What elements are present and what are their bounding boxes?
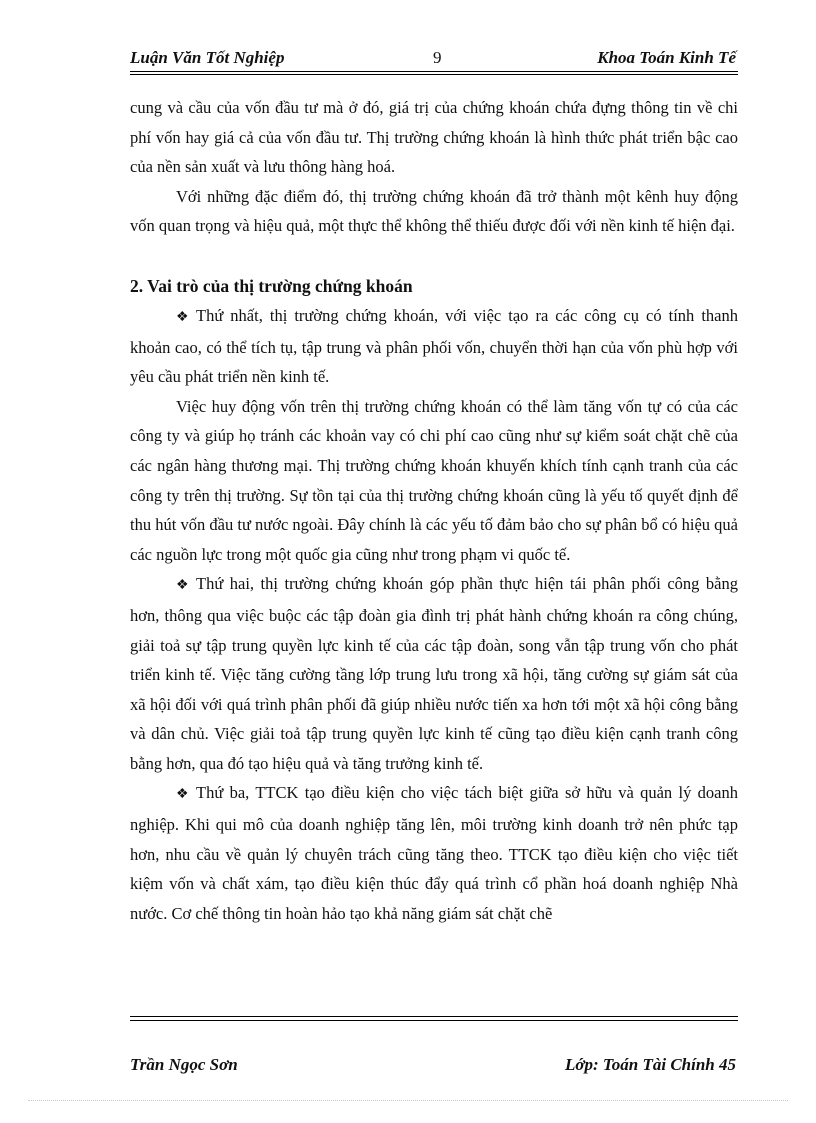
page-footer (130, 1055, 738, 1077)
page-body (130, 93, 738, 928)
header-faculty: Khoa Toán Kinh Tế (597, 48, 736, 67)
paragraph: Với những đặc điểm đó, thị trường chứng khoán đã trở thành một kênh huy động vốn quan trọng và hiệu quả, một thực thể không thể thiếu được đối với nền kinh tế hiện đại. (130, 186, 738, 236)
footer-class: Lớp: Toán Tài Chính 45 (565, 1055, 736, 1074)
header-rule-thin (130, 74, 738, 75)
section-heading: 2. Vai trò của thị trường chứng khoán (130, 275, 413, 296)
footer-rule (130, 1016, 738, 1017)
footer-author: Trần Ngọc Sơn (130, 1055, 238, 1074)
header-thesis-title: Luận Văn Tốt Nghiệp (130, 48, 285, 67)
bullet-text: Thứ ba, TTCK tạo điều kiện cho việc tách biệt giữa sở hữu và quản lý doanh nghiệp. Khi qui mô của doanh nghiệp tăng lên, môi trường kinh doanh trở nên phức tạp hơn, nhu cầu về quản lý chuyên trách cũng tăng theo. TTCK tạo điều kiện cho việc tiết kiệm vốn và chất xám, tạo điều kiện thúc đẩy quá trình cổ phần hoá doanh nghiệp Nhà nước. Cơ chế thông tin hoàn hảo tạo khả năng giám sát chặt chẽ (130, 783, 738, 923)
bullet-paragraph-second (130, 569, 738, 778)
page-header (130, 48, 738, 70)
page-number: 9 (433, 48, 442, 67)
header-rule (130, 71, 738, 72)
page-bottom-dotted-line (28, 1100, 788, 1101)
bullet-paragraph-first (130, 301, 738, 392)
diamond-bullet-icon: ❖ (176, 787, 189, 803)
diamond-bullet-icon: ❖ (176, 309, 189, 325)
bullet-paragraph-third (130, 778, 738, 928)
bullet-text: Thứ nhất, thị trường chứng khoán, với việc tạo ra các công cụ có tính thanh khoản cao, có thể tích tụ, tập trung và phân phối vốn, chuyển thời hạn của vốn phù hợp với yêu cầu phát triển nền kinh tế. (130, 305, 738, 387)
footer-rule-thin (130, 1020, 738, 1021)
diamond-bullet-icon: ❖ (176, 578, 189, 594)
paragraph-continuation: cung và cầu của vốn đầu tư mà ở đó, giá trị của chứng khoán chứa đựng thông tin về chi phí vốn hay giá cả của vốn đầu tư. Thị trường chứng khoán là hình thức phát triển bậc cao của nền sản xuất và lưu thông hàng hoá. (130, 98, 738, 177)
paragraph: Việc huy động vốn trên thị trường chứng khoán có thể làm tăng vốn tự có của các công ty và giúp họ tránh các khoản vay có chi phí cao cũng như sự kiểm soát chặt chẽ của các ngân hàng thương mại. Thị trường chứng khoán khuyến khích tính cạnh tranh của các công ty trên thị trường. Sự tồn tại của thị trường chứng khoán cũng là yếu tố quyết định để thu hút vốn đầu tư nước ngoài. Đây chính là các yếu tố đảm bảo cho sự phân bổ có hiệu quả các nguồn lực trong một quốc gia cũng như trong phạm vi quốc tế. (130, 396, 738, 564)
bullet-text: Thứ hai, thị trường chứng khoán góp phần thực hiện tái phân phối công bằng hơn, thông qua việc buộc các tập đoàn gia đình trị phát hành chứng khoán ra công chúng, giải toả sự tập trung quyền lực kinh tế của các tập đoàn, song vẫn tập trung vốn cho phát triển kinh tế. Việc tăng cường tầng lớp trung lưu trong xã hội, tăng cường sự giám sát của xã hội đối với quá trình phân phối đã giúp nhiều nước tiến xa hơn tới một xã hội công bằng và dân chủ. Việc giải toả tập trung quyền lực kinh tế cũng tạo điều kiện cạnh tranh công bằng hơn, qua đó tạo hiệu quả và tăng trưởng kinh tế. (130, 574, 738, 773)
